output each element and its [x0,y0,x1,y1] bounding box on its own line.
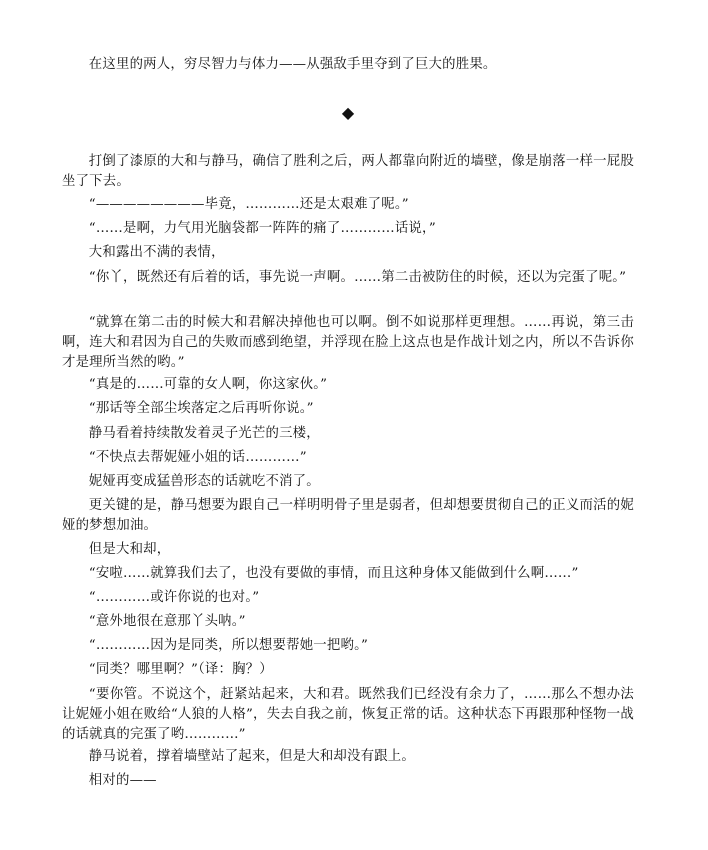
paragraph: 妮娅再变成猛兽形态的话就吃不消了。 [88,474,320,489]
paragraph: 但是大和却， [88,542,171,557]
paragraph: “同类？哪里啊？”（译：胸？） [88,662,273,677]
paragraph: 更关键的是，静马想要为跟自己一样明明骨子里是弱者，但却想要贯彻自己的正义而活的妮娅的梦想加油。 [62,498,634,533]
paragraph: “真是的……可靠的女人啊，你这家伙。” [88,377,328,392]
paragraph: “……是啊，力气用光脑袋都一阵阵的痛了…………话说，” [88,221,436,236]
paragraph: “————————毕竟，…………还是太艰难了呢。” [88,197,409,212]
paragraph: “安啦……就算我们去了，也没有要做的事情，而且这种身体又能做到什么啊……” [88,566,579,581]
section-separator-diamond: ◆ [341,103,355,122]
paragraph: “意外地很在意那丫头呐。” [88,614,246,629]
paragraph: “不快点去帮妮娅小姐的话…………” [88,450,307,465]
paragraph: “…………或许你说的也对。” [88,590,260,605]
paragraph: “就算在第二击的时候大和君解决掉他也可以啊。倒不如说那样更理想。……再说，第三击啊，连大和君因为自己的失败而感到绝望，并浮现在脸上这点也是作战计划之内，所以不告诉你才是理所当然的哟。” [62,315,634,370]
paragraph: 在这里的两人，穷尽智力与体力——从强敌手里夺到了巨大的胜果。 [88,57,497,72]
paragraph: 静马说着，撑着墙壁站了起来，但是大和却没有跟上。 [88,749,415,764]
paragraph: 打倒了漆原的大和与静马，确信了胜利之后，两人都靠向附近的墙壁，像是崩落一样一屁股坐了下去。 [62,154,634,189]
paragraph: “那话等全部尘埃落定之后再听你说。” [88,401,314,416]
paragraph: “要你管。不说这个，赶紧站起来，大和君。既然我们已经没有余力了，……那么不想办法让妮娅小姐在败给“人狼的人格”，失去自我之前，恢复正常的话。这种状态下再跟那种怪物一战的话就真的完蛋了哟…………” [62,687,634,742]
paragraph: “你丫，既然还有后着的话，事先说一声啊。……第二击被防住的时候，还以为完蛋了呢。” [88,270,627,285]
paragraph: 大和露出不满的表情， [88,245,225,260]
paragraph: 相对的—— [88,773,157,788]
paragraph: “…………因为是同类，所以想要帮她一把哟。” [88,638,368,653]
paragraph: 静马看着持续散发着灵子光芒的三楼， [88,426,320,441]
